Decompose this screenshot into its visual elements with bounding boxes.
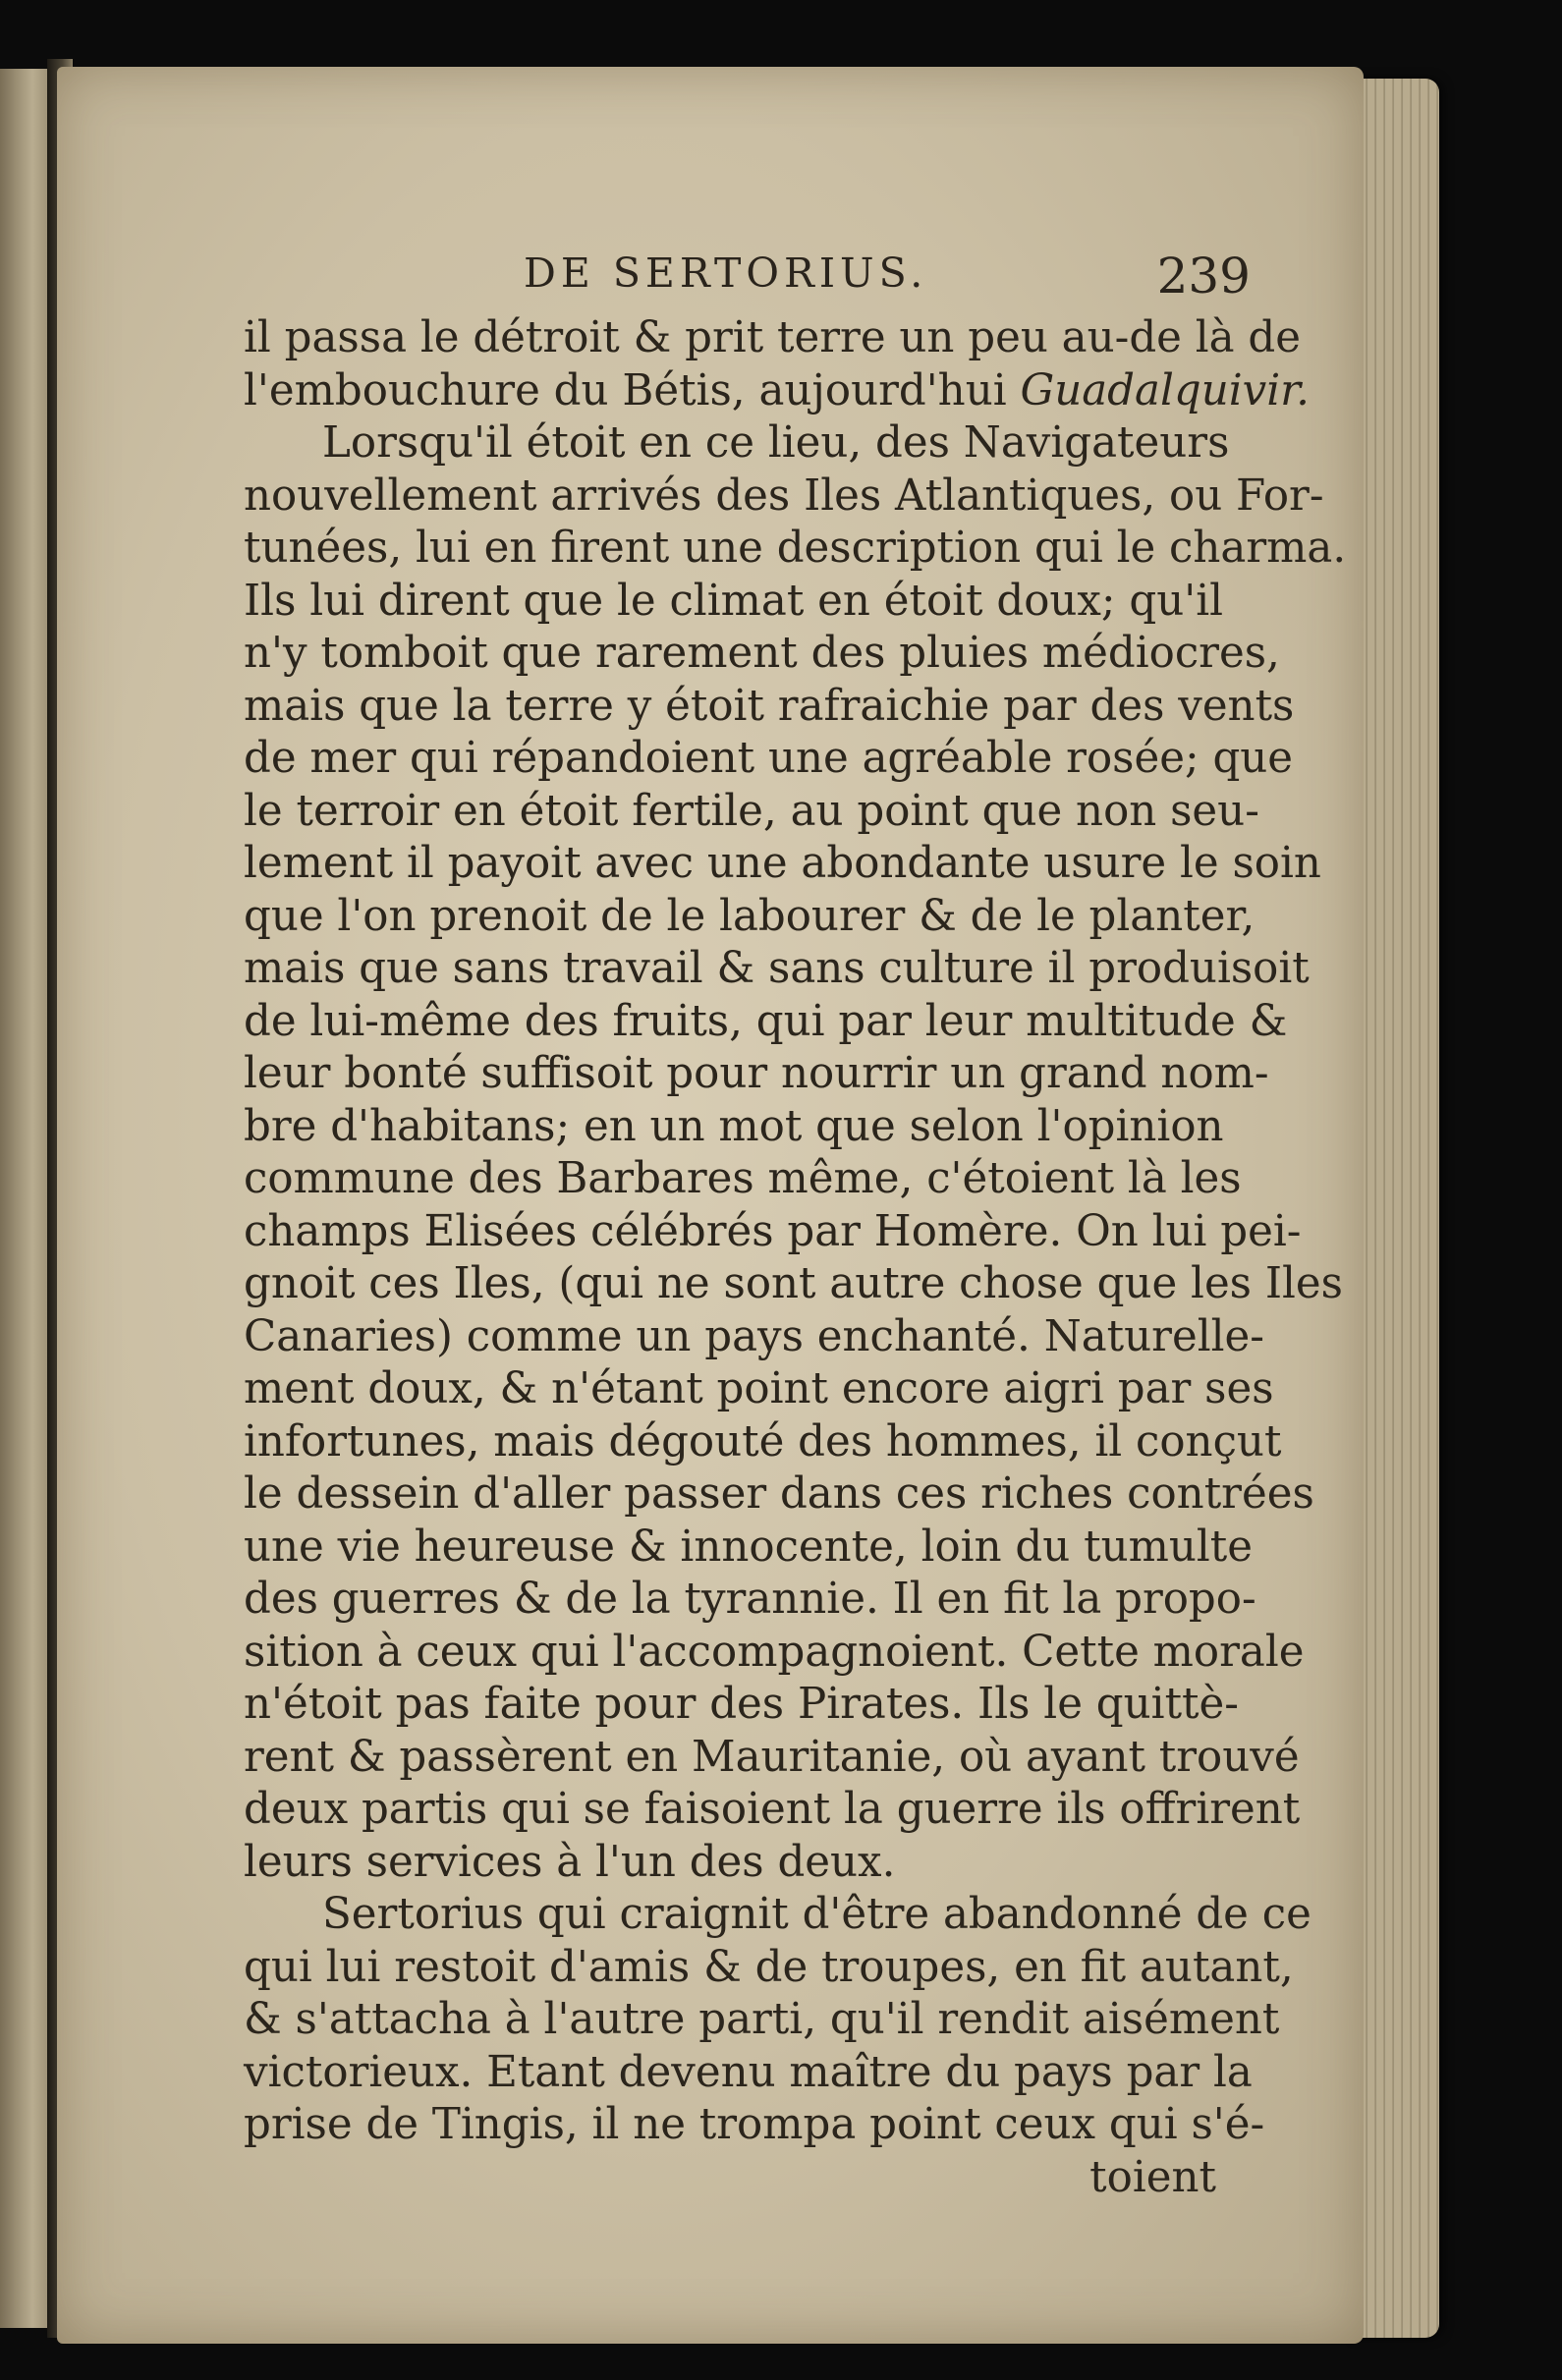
text-line: Ils lui dirent que le climat en étoit doux; qu'il (244, 576, 1224, 626)
text-line: Canaries) comme un pays enchanté. Naturelle- (244, 1311, 1264, 1361)
text-line: sition à ceux qui l'accompagnoient. Cette morale (244, 1627, 1305, 1677)
text-line: toient (1089, 2152, 1216, 2202)
text-line: que l'on prenoit de le labourer & de le planter, (244, 891, 1255, 941)
page-number: 239 (1156, 248, 1251, 304)
book-page (57, 67, 1364, 2344)
text-line: ment doux, & n'étant point encore aigri par ses (244, 1364, 1274, 1413)
text-line: Sertorius qui craignit d'être abandonné de ce (322, 1890, 1311, 1939)
italic-term: Guadalquivir. (1020, 365, 1310, 415)
text-line: commune des Barbares même, c'étoient là les (244, 1154, 1242, 1203)
text-line: des guerres & de la tyrannie. Il en fit la propo- (244, 1575, 1256, 1624)
body-text (244, 312, 1347, 2204)
text-line: champs Elisées célébrés par Homère. On lui pei- (244, 1206, 1302, 1256)
text-line: mais que la terre y étoit rafraichie par des vents (244, 681, 1295, 731)
text-line: gnoit ces Iles, (qui ne sont autre chose que les Iles (244, 1259, 1343, 1308)
text-line: une vie heureuse & innocente, loin du tumulte (244, 1522, 1254, 1572)
running-head: DE SERTORIUS. (524, 249, 928, 297)
text-line: l'embouchure du Bétis, aujourd'hui Guadalquivir. (244, 365, 1310, 415)
text-line: leurs services à l'un des deux. (244, 1837, 896, 1887)
text-line: & s'attacha à l'autre parti, qu'il rendit aisément (244, 1995, 1280, 2044)
text-line: de mer qui répandoient une agréable rosée; que (244, 734, 1294, 783)
text-line: prise de Tingis, il ne trompa point ceux qui s'é- (244, 2100, 1265, 2149)
text-line: nouvellement arrivés des Iles Atlantiques, ou For- (244, 470, 1324, 521)
text-line: le dessein d'aller passer dans ces riches contrées (244, 1469, 1314, 1519)
text-line: infortunes, mais dégouté des hommes, il conçut (244, 1416, 1282, 1467)
page-edges (1351, 79, 1439, 2338)
text-line: le terroir en étoit fertile, au point que non seu- (244, 786, 1259, 836)
text-line: de lui-même des fruits, qui par leur multitude & (244, 996, 1288, 1046)
text-line: lement il payoit avec une abondante usure le soin (244, 839, 1321, 888)
text-line: victorieux. Etant devenu maître du pays par la (244, 2047, 1253, 2097)
text-line: il passa le détroit & prit terre un peu au-de là de (244, 313, 1302, 362)
text-line: rent & passèrent en Mauritanie, où ayant trouvé (244, 1732, 1300, 1782)
page-header (524, 249, 1251, 308)
text-line: leur bonté suffisoit pour nourrir un grand nom- (244, 1049, 1269, 1098)
text-line: tunées, lui en firent une description qui le charma. (244, 524, 1347, 573)
text-line: mais que sans travail & sans culture il produisoit (244, 944, 1310, 993)
text-line: bre d'habitans; en un mot que selon l'opinion (244, 1101, 1224, 1151)
text-line: Lorsqu'il étoit en ce lieu, des Navigateurs (322, 418, 1230, 468)
text-line: qui lui restoit d'amis & de troupes, en fit autant, (244, 1942, 1294, 1992)
text-line: n'étoit pas faite pour des Pirates. Ils le quittè- (244, 1680, 1239, 1729)
text-line: deux partis qui se faisoient la guerre ils offrirent (244, 1785, 1301, 1834)
text-line: n'y tomboit que rarement des pluies médiocres, (244, 629, 1280, 678)
